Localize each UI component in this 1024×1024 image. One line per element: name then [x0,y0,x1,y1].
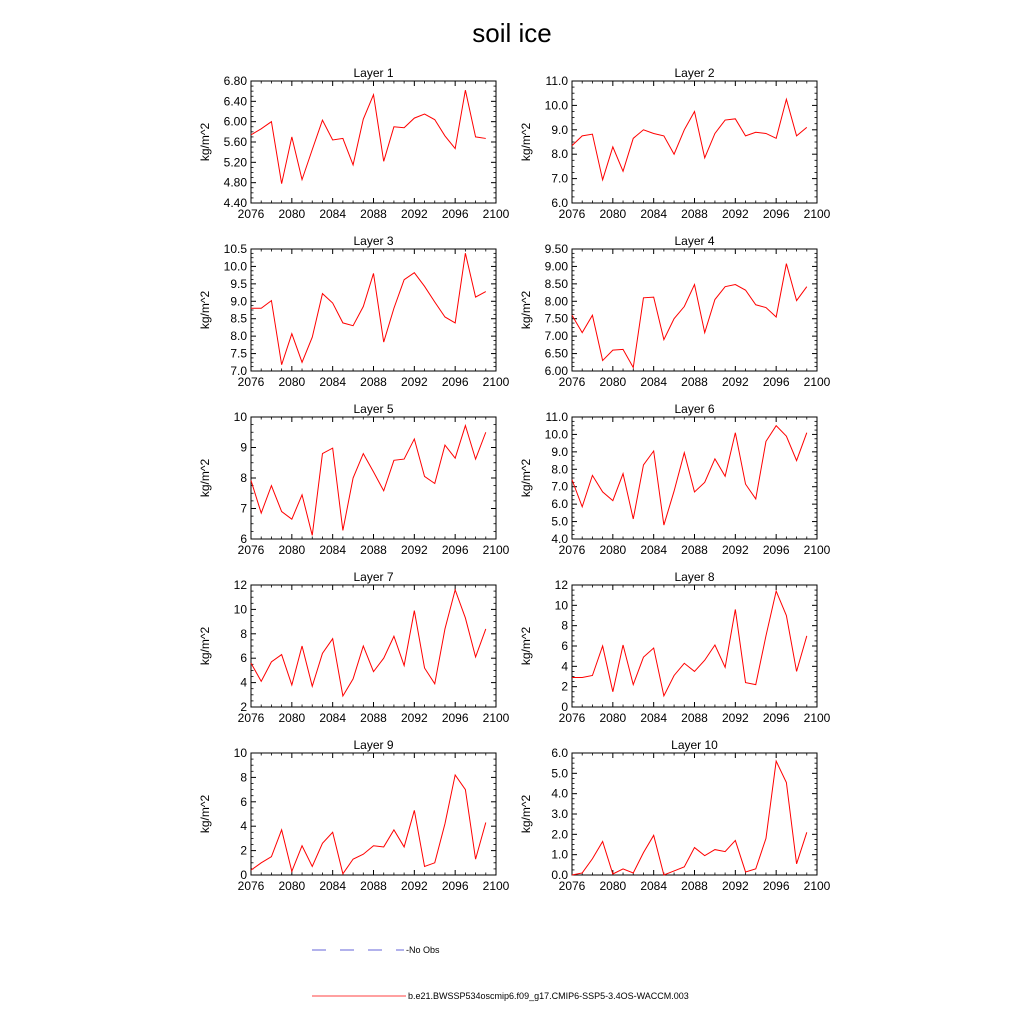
y-tick-label: 6.80 [223,74,247,88]
legend-obs-label: -No Obs [406,945,440,955]
y-tick-label: 2 [240,700,247,714]
y-tick-label: 9 [240,440,247,455]
y-tick-label: 6.50 [544,346,568,361]
x-tick-label: 2096 [441,207,469,221]
x-tick-label: 2084 [640,543,668,557]
x-tick-label: 2092 [721,711,749,725]
y-tick-label: 9.0 [551,122,568,137]
x-tick-label: 2096 [762,543,790,557]
y-tick-label: 8 [240,471,247,485]
x-tick-label: 2092 [400,207,428,221]
y-tick-label: 9.50 [544,242,568,256]
x-tick-label: 2092 [400,879,428,893]
x-tick-label: 2084 [319,543,347,557]
x-tick-label: 2080 [599,711,627,725]
y-tick-label: 4.40 [223,196,247,210]
y-axis-label: kg/m^2 [198,122,212,162]
legend-model-label: b.e21.BWSSP534oscmip6.f09_g17.CMIP6-SSP5-3.4OS-WACCM.003 [408,991,689,1001]
x-tick-label: 2092 [400,543,428,557]
y-tick-label: 2 [240,843,247,858]
y-tick-label: 7.0 [230,364,247,378]
y-tick-label: 8.0 [230,329,247,344]
x-tick-label: 2100 [803,543,831,557]
x-tick-label: 2100 [803,375,831,389]
x-tick-label: 2100 [803,879,831,893]
y-tick-label: 8.5 [230,311,247,326]
y-tick-label: 10.5 [223,242,247,256]
y-tick-label: 5.0 [551,766,568,781]
y-tick-label: 9.0 [230,294,247,309]
y-tick-label: 8.0 [551,462,568,477]
y-tick-label: 7.5 [230,346,247,361]
y-tick-label: 4.0 [551,786,568,801]
x-tick-label: 2092 [400,375,428,389]
legend-obs-text: No Obs [409,945,440,955]
x-tick-label: 2080 [278,879,306,893]
x-tick-label: 2096 [441,543,469,557]
x-tick-label: 2076 [237,711,265,725]
x-tick-label: 2076 [237,375,265,389]
y-axis-label: kg/m^2 [519,458,533,498]
y-tick-label: 6.0 [551,497,568,512]
panel-title: Layer 2 [674,66,715,80]
x-tick-label: 2084 [319,879,347,893]
y-axis-label: kg/m^2 [519,794,533,834]
y-tick-label: 8.0 [551,147,568,162]
y-tick-label: 4.0 [551,532,568,546]
y-axis-label: kg/m^2 [198,290,212,330]
x-tick-label: 2096 [762,375,790,389]
y-axis-label: kg/m^2 [519,122,533,162]
figure-title: soil ice [472,18,552,48]
x-tick-label: 2100 [482,375,510,389]
x-tick-label: 2092 [400,711,428,725]
x-tick-label: 2076 [558,375,586,389]
y-tick-label: 3.0 [551,807,568,821]
x-tick-label: 2100 [482,711,510,725]
panel-title: Layer 6 [674,402,715,416]
y-tick-label: 2 [561,679,568,694]
y-tick-label: 8.00 [544,294,568,309]
x-tick-label: 2084 [640,375,668,389]
panel-title: Layer 5 [353,402,394,416]
y-tick-label: 8 [240,770,247,785]
x-tick-label: 2088 [360,375,387,389]
x-tick-label: 2084 [319,207,347,221]
panel-title: Layer 4 [674,234,715,248]
x-tick-label: 2088 [681,375,708,389]
y-tick-label: 0.0 [551,868,568,882]
x-tick-label: 2088 [681,543,708,557]
x-tick-label: 2084 [319,375,347,389]
x-tick-label: 2100 [482,543,510,557]
y-tick-label: 10.0 [223,259,247,274]
x-tick-label: 2096 [441,711,469,725]
y-tick-label: 6 [240,532,247,546]
y-tick-label: 6.0 [551,196,568,210]
x-tick-label: 2076 [558,711,586,725]
x-tick-label: 2080 [278,207,306,221]
y-tick-label: 9.5 [230,276,247,291]
y-tick-label: 7.0 [551,171,568,186]
y-tick-label: 6.0 [551,746,568,760]
y-tick-label: 7.0 [551,479,568,494]
x-tick-label: 2088 [681,879,708,893]
y-tick-label: 6 [561,639,568,653]
y-tick-label: 8.50 [544,276,568,291]
y-tick-label: 0 [240,868,247,882]
y-tick-label: 7 [240,501,247,516]
x-tick-label: 2080 [599,207,627,221]
y-tick-label: 4 [240,675,247,690]
y-axis-label: kg/m^2 [519,290,533,330]
y-tick-label: 6.00 [544,364,568,378]
panel-title: Layer 1 [353,66,394,80]
y-tick-label: 12 [554,578,568,592]
y-tick-label: 7.50 [544,311,568,326]
y-tick-label: 5.20 [223,155,247,170]
y-tick-label: 10 [233,746,247,760]
y-tick-label: 10 [233,602,247,617]
x-tick-label: 2080 [278,711,306,725]
x-tick-label: 2092 [721,879,749,893]
x-tick-label: 2084 [640,711,668,725]
x-tick-label: 2088 [360,207,387,221]
y-axis-label: kg/m^2 [198,458,212,498]
panel-title: Layer 9 [353,738,394,752]
y-tick-label: 10.0 [544,98,568,113]
y-tick-label: 4 [240,819,247,834]
y-tick-label: 6.00 [223,114,247,129]
y-tick-label: 12 [233,578,247,592]
panel-title: Layer 7 [353,570,394,584]
x-tick-label: 2084 [640,879,668,893]
panel-title: Layer 8 [674,570,715,584]
y-tick-label: 8 [240,626,247,641]
x-tick-label: 2088 [681,207,708,221]
x-tick-label: 2080 [599,879,627,893]
y-tick-label: 1.0 [551,847,568,862]
x-tick-label: 2100 [803,207,831,221]
y-axis-label: kg/m^2 [519,626,533,666]
x-tick-label: 2096 [441,375,469,389]
y-tick-label: 11.0 [545,410,568,424]
y-tick-label: 4.80 [223,175,247,190]
panel-title: Layer 3 [353,234,394,248]
y-tick-label: 6.40 [223,94,247,109]
y-axis-label: kg/m^2 [198,626,212,666]
y-axis-label: kg/m^2 [198,794,212,834]
y-tick-label: 6 [240,651,247,666]
x-tick-label: 2084 [640,207,668,221]
x-tick-label: 2096 [441,879,469,893]
y-tick-label: 5.60 [223,135,247,149]
x-tick-label: 2096 [762,711,790,725]
y-tick-label: 4 [561,659,568,674]
x-tick-label: 2080 [599,543,627,557]
y-tick-label: 10.0 [544,427,568,442]
y-tick-label: 9.00 [544,259,568,274]
x-tick-label: 2088 [360,543,387,557]
x-tick-label: 2092 [721,375,749,389]
y-tick-label: 10 [233,410,247,424]
x-tick-label: 2088 [360,879,387,893]
y-tick-label: 6 [240,794,247,809]
x-tick-label: 2076 [237,207,265,221]
y-tick-label: 9.0 [551,444,568,459]
y-tick-label: 2.0 [551,827,568,842]
x-tick-label: 2076 [237,879,265,893]
x-tick-label: 2080 [599,375,627,389]
x-tick-label: 2076 [558,207,586,221]
x-tick-label: 2100 [803,711,831,725]
x-tick-label: 2084 [319,711,347,725]
y-tick-label: 10 [554,598,568,613]
y-tick-label: 5.0 [551,514,568,529]
x-tick-label: 2100 [482,207,510,221]
x-tick-label: 2076 [558,879,586,893]
x-tick-label: 2088 [360,711,387,725]
y-tick-label: 0 [561,700,568,714]
y-tick-label: 8 [561,618,568,633]
x-tick-label: 2080 [278,375,306,389]
x-tick-label: 2092 [721,543,749,557]
x-tick-label: 2076 [558,543,586,557]
x-tick-label: 2096 [762,879,790,893]
x-tick-label: 2092 [721,207,749,221]
x-tick-label: 2080 [278,543,306,557]
y-tick-label: 7.00 [544,329,568,344]
panel-title: Layer 10 [671,738,718,752]
y-tick-label: 11.0 [545,74,568,88]
x-tick-label: 2100 [482,879,510,893]
x-tick-label: 2096 [762,207,790,221]
x-tick-label: 2088 [681,711,708,725]
x-tick-label: 2076 [237,543,265,557]
